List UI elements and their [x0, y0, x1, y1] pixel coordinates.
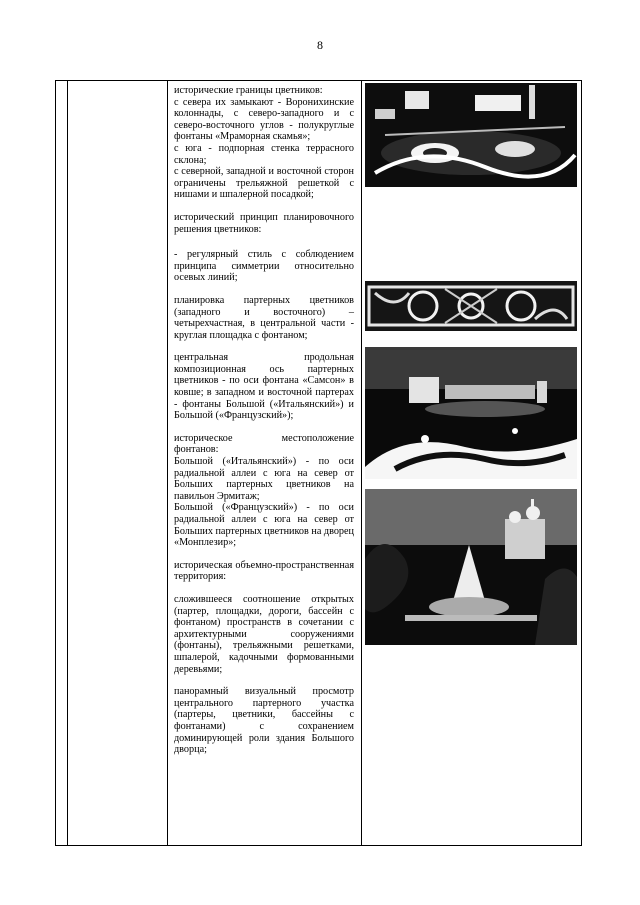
- planning-principle-heading: исторический принцип планировочного решения цветников:: [174, 211, 354, 235]
- table-frame: [55, 80, 582, 846]
- description-column: [174, 85, 354, 767]
- boundaries-paragraph: исторические границы цветников: с севера их замыкают - Воронихинские колоннады, с северо-западного и с северо-восточного углов - полукруглые фонтаны «Мраморная скамья»; с юга - подпорная стенка террасного склона; с северной, западной и восточной сторон ограничены трельяжной решеткой с нишами и шпалерной посадкой;: [174, 85, 354, 201]
- fountain-location-paragraph: историческое местоположение фонтанов: Большой («Итальянский») - по оси радиальной аллеи с юга на север от Больших партерных цветников на павильон Эрмитаж; Большой («Французский») - по оси радиальной аллеи с юга на север от Больших партерных цветников на дворец «Монплезир»;: [174, 432, 354, 549]
- parterre-layout-paragraph: планировка партерных цветников (западного и восточного) – четырехчастная, в центральной части - круглая площадка с фонтаном;: [174, 294, 354, 341]
- open-spaces-paragraph: сложившееся соотношение открытых (партер, площадки, дороги, бассейн с фонтаном) пространств в сочетании с архитектурными сооружениями (фонтаны), трельяжными решетками, шпалерой, кадочными формованными деревьями;: [174, 593, 354, 675]
- column-divider: [167, 81, 168, 845]
- column-divider: [361, 81, 362, 845]
- parterre-colonnade-photo: [365, 83, 577, 187]
- spatial-territory-heading: историческая объемно-пространственная территория:: [174, 559, 354, 583]
- page-number: 8: [317, 38, 323, 52]
- central-axis-paragraph: центральная продольная композиционная ось партерных цветников - по оси фонтана «Самсон» в ковше; в западном и восточной партерах - фонтаны Большой («Итальянский») и Большой («Французский»);: [174, 352, 354, 422]
- parterre-pattern-photo: [365, 281, 577, 331]
- fountain-palace-photo: [365, 347, 577, 479]
- regular-style-paragraph: - регулярный стиль с соблюдением принципа симметрии относительно осевых линий;: [174, 249, 354, 284]
- fountain-church-photo: [365, 489, 577, 645]
- column-divider: [67, 81, 68, 845]
- panoramic-view-paragraph: панорамный визуальный просмотр центрального партерного участка (партеры, цветники, бассейны с фонтанами) с сохранением доминирующей роли здания Большого дворца;: [174, 686, 354, 756]
